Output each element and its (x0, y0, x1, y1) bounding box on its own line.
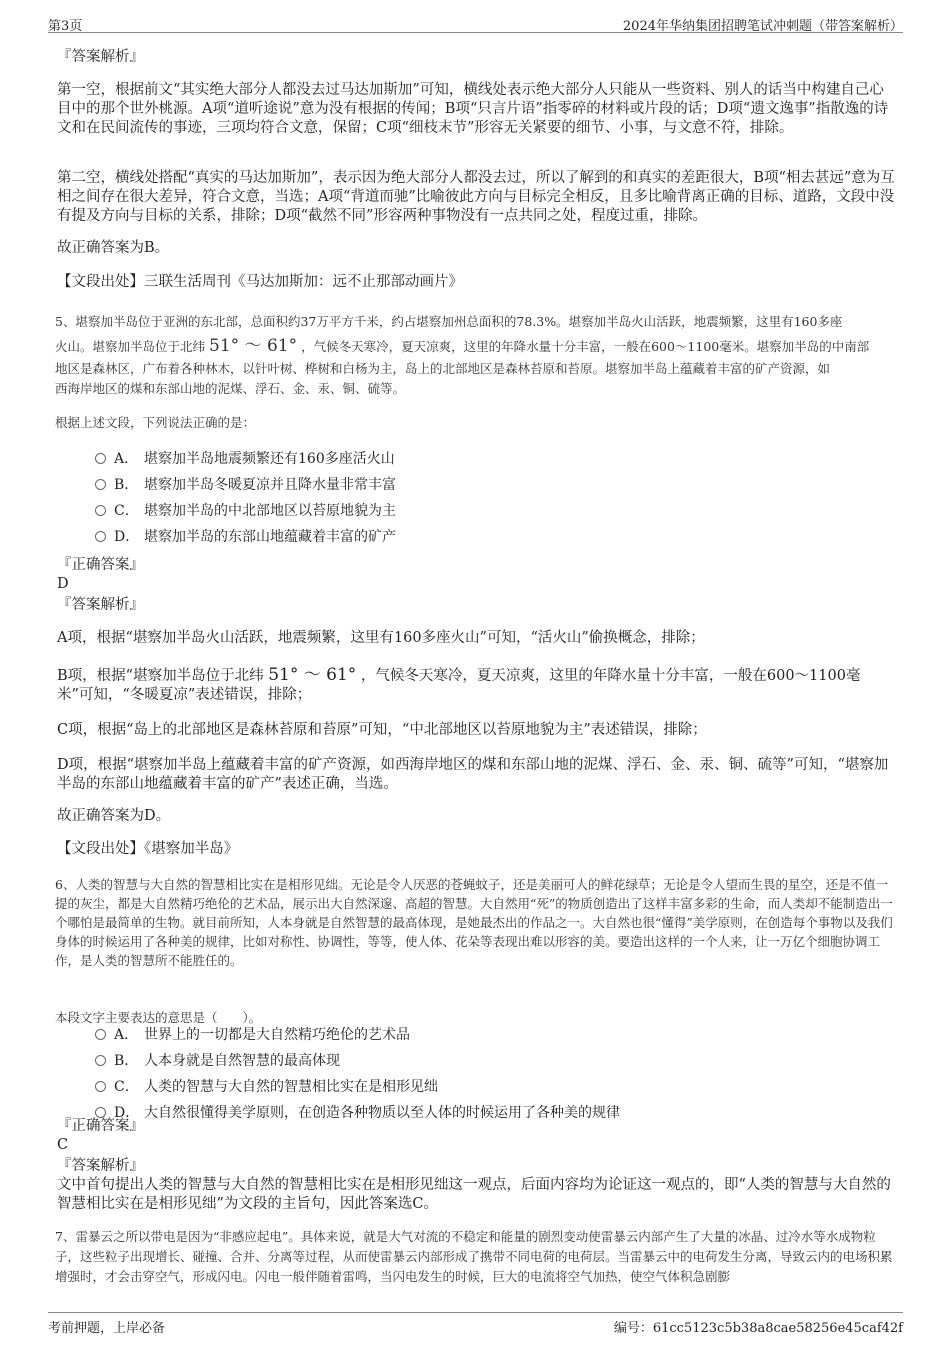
q5-stem-line2: 火山。堪察加半岛位于北纬 51° ～ 61° ，气候冬天寒冷，夏天凉爽，这里的年降水量十分丰富，一般在600～1100毫米。堪察加半岛的中南部 (55, 336, 870, 356)
q5-source: 【文段出处】《堪察加半岛》 (57, 841, 239, 857)
q4-analysis-para1: 第一空，根据前文“其实绝大部分人都没去过马达加斯加”可知，横线处表示绝大部分人只能从一些资料、别人的话当中构建自己心目中的那个世外桃源。A项“道听途说”意为没有根据的传闻；B项“只言片语”指零碎的材料或片段的话；D项“遗文逸事”指散逸的诗文和在民间流传的事迹，三项均符合文意，保留；C项“细枝末节”形容无关紧要的细节、小事，与文意不符，排除。 (57, 82, 889, 136)
q7-stem: 7、雷暴云之所以带电是因为“非感应起电”。具体来说，就是大气对流的不稳定和能量的剧烈变动使雷暴云内部产生了大量的冰晶、过冷水等水成物粒子，这些粒子出现增长、碰撞、合并、分离等过程，从而使雷暴云内部形成了携带不同电荷的电荷层。当雷暴云中的电荷发生分离，导致云内的电场积累增强时，才会击穿空气，形成闪电。闪电一般伴随着雷鸣，当闪电发生的时候，巨大的电流将空气加热，使空气体积急剧膨 (55, 1229, 893, 1284)
q5-analysis-b: B项，根据“堪察加半岛位于北纬 51° ～ 61° ，气候冬天寒冷，夏天凉爽，这里的年降水量十分丰富，一般在600～1100毫 米”可知，“冬暖夏凉”表述错误，排除； (57, 665, 861, 703)
q6-analysis: 文中首句提出人类的智慧与大自然的智慧相比实在是相形见绌这一观点，后面内容均为论证这一观点的，即“人类的智慧与大自然的智慧相比实在是相形见绌”为文段的主旨句，因此答案选C。 (57, 1177, 891, 1212)
q6-answer: C (57, 1137, 69, 1153)
q4-analysis-para2: 第二空，横线处搭配“真实的马达加斯加”，表示因为绝大部分人都没去过，所以了解到的和真实的差距很大，B项“相去甚远”意为互相之间存在很大差异，符合文意，当选；A项“背道而驰”比喻彼此方向与目标完全相反，且多比喻背离正确的目标、道路，文段中没有提及方向与目标的关系，排除；D项“截然不同”形容两种事物没有一点共同之处，程度过重，排除。 (57, 170, 895, 224)
q5-analysis-c: C项，根据“岛上的北部地区是森林苔原和苔原”可知，“中北部地区以苔原地貌为主”表述错误，排除； (57, 722, 707, 738)
q4-source: 【文段出处】三联生活周刊《马达加斯加：远不止那部动画片》 (57, 274, 463, 290)
q5-option-c[interactable]: C． 堪察加半岛的中北部地区以苔原地貌为主 (95, 501, 396, 521)
q6-prompt: 本段文字主要表达的意思是（ ）。 (55, 1010, 262, 1025)
q6-option-c[interactable]: C． 人类的智慧与大自然的智慧相比实在是相形见绌 (95, 1077, 438, 1097)
q5-option-b[interactable]: B． 堪察加半岛冬暖夏凉并且降水量非常丰富 (95, 475, 396, 495)
radio-icon[interactable] (95, 1081, 106, 1092)
q5-prompt: 根据上述文段，下列说法正确的是： (55, 415, 256, 430)
q6-stem: 6、人类的智慧与大自然的智慧相比实在是相形见绌。无论是令人厌恶的苍蝇蚊子，还是美丽可人的鲜花绿草；无论是令人望而生畏的星空，还是不值一提的灰尘，都是大自然精巧绝伦的艺术品，展示出大自然深邃、高超的智慧。大自然用“死”的物质创造出了这样丰富多彩的生命，而人类却不能制造出一个哪怕是最简单的生物。就目前所知，人本身就是自然智慧的最高体现，是她最杰出的作品之一。大自然也很“懂得”美学原则，在创造每个事物以及我们身体的时候运用了各种美的规律，比如对称性、协调性，等等，使人体、花朵等表现出难以形容的美。要造出这样的一个人来，让一万亿个细胞协调工作，是人类的智慧所不能胜任的。 (55, 877, 893, 968)
q6-answer-label: 『正确答案』 (57, 1118, 144, 1134)
page-header (48, 10, 903, 33)
q5-option-d[interactable]: D． 堪察加半岛的东部山地蕴藏着丰富的矿产 (95, 527, 396, 547)
footer-slogan: 考前押题，上岸必备 (48, 1321, 166, 1336)
page-number: 第3页 (48, 19, 83, 34)
q6-analysis-label: 『答案解析』 (57, 1158, 144, 1174)
q5-conclusion: 故正确答案为D。 (57, 808, 171, 824)
q4-analysis-label: 『答案解析』 (57, 49, 144, 65)
page-footer (48, 1312, 903, 1337)
latitude-range: 51° ～ 61° (209, 336, 298, 356)
q5-answer-label: 『正确答案』 (57, 557, 144, 573)
radio-icon[interactable] (95, 531, 106, 542)
q5-option-a[interactable]: A． 堪察加半岛地震频繁还有160多座活火山 (95, 449, 395, 469)
q5-analysis-d: D项，根据“堪察加半岛上蕴藏着丰富的矿产资源，如西海岸地区的煤和东部山地的泥煤、浮石、金、汞、铜、硫等”可知，“堪察加半岛的东部山地蕴藏着丰富的矿产”表述正确，当选。 (57, 757, 889, 792)
document-id: 编号：61cc5123c5b38a8cae58256e45caf42f (613, 1321, 903, 1336)
document-title: 2024年华纳集团招聘笔试冲刺题（带答案解析） (622, 19, 903, 34)
q5-analysis-label: 『答案解析』 (57, 597, 144, 613)
q5-stem-line4: 西海岸地区的煤和东部山地的泥煤、浮石、金、汞、铜、硫等。 (55, 381, 406, 396)
radio-icon[interactable] (95, 505, 106, 516)
q5-answer: D (57, 576, 69, 592)
radio-icon[interactable] (95, 479, 106, 490)
radio-icon[interactable] (95, 453, 106, 464)
radio-icon[interactable] (95, 1029, 106, 1040)
q6-option-b[interactable]: B． 人本身就是自然智慧的最高体现 (95, 1051, 340, 1071)
q6-option-d[interactable]: D． 大自然很懂得美学原则，在创造各种物质以至人体的时候运用了各种美的规律 (95, 1103, 620, 1123)
q5-stem-line1: 5、堪察加半岛位于亚洲的东北部，总面积约37万平方千米，约占堪察加州总面积的78.3%。堪察加半岛火山活跃，地震频繁，这里有160多座 (55, 314, 843, 329)
q5-stem-line3: 地区是森林区，广布着各种林木，以针叶树、桦树和白杨为主，岛上的北部地区是森林苔原和苔原。堪察加半岛上蕴藏着丰富的矿产资源，如 (55, 361, 831, 376)
radio-icon[interactable] (95, 1055, 106, 1066)
q5-analysis-a: A项，根据“堪察加半岛火山活跃，地震频繁，这里有160多座火山”可知，“活火山”偷换概念，排除； (57, 630, 705, 646)
q6-option-a[interactable]: A． 世界上的一切都是大自然精巧绝伦的艺术品 (95, 1025, 410, 1045)
q4-conclusion: 故正确答案为B。 (57, 240, 170, 256)
